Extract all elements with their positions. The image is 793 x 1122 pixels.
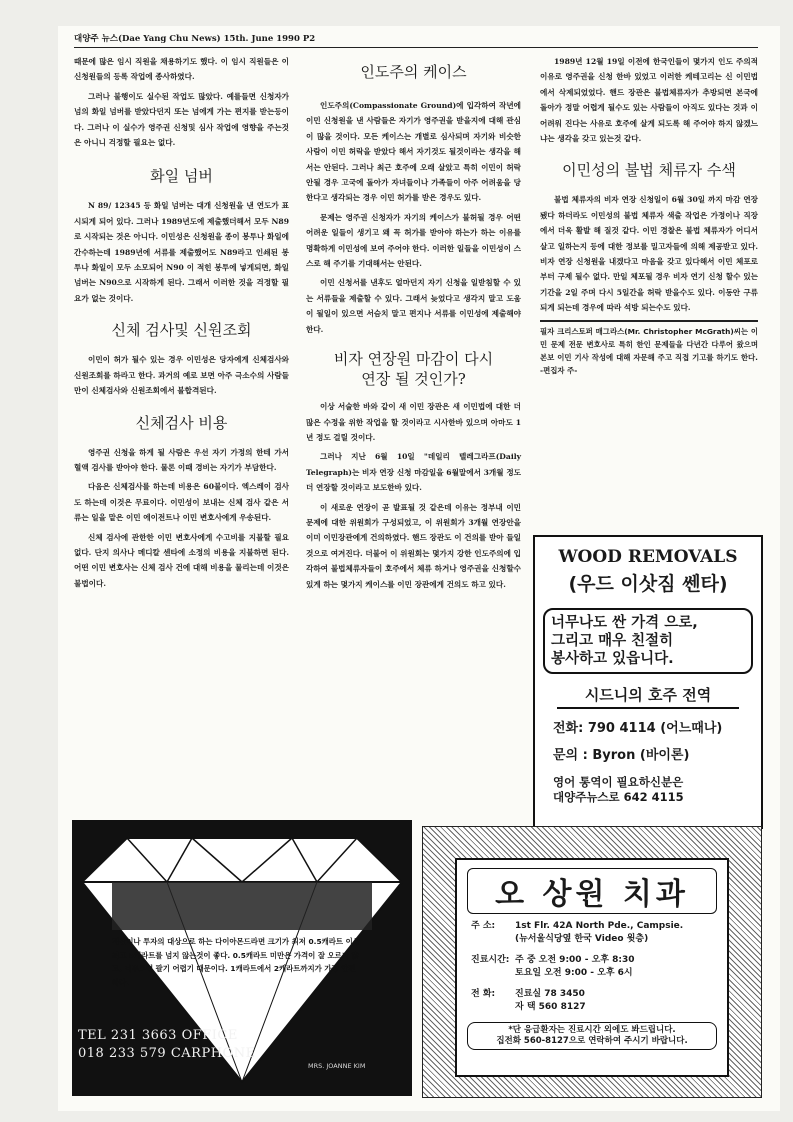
wood-note-line: 영어 통역이 필요하신분은 — [553, 775, 684, 789]
heading-visa-extension-2: 연장 될 것인가? — [361, 370, 466, 389]
dental-hours-line: 토요일 오전 9:00 - 오후 6시 — [515, 968, 633, 978]
wood-region: 시드니의 호주 전역 — [557, 682, 739, 709]
dental-address-label: 주 소: — [471, 921, 496, 931]
dental-hours-label: 진료시간: — [471, 955, 510, 965]
heading-illegal-search: 이민성의 불법 체류자 수색 — [562, 161, 736, 180]
medical-cost-paragraph: 다음은 신체검사를 하는데 비용은 60불이다. 엑스레이 검사도 하는데 이것은 무료이다. 이민성이 보내는 신체 검사 같은 서류는 일을 맡은 이민 에이전트나 이민 변호사에게 우송된다. — [74, 482, 289, 523]
dental-address — [471, 920, 727, 946]
diamond-body-text: 재산이나 투자의 대상으로 하는 다이아몬드라면 크기가 최저 0.5캐라트 이상 최고 5캐라트를 넘지 않는것이 좋다. 0.5캐라트 미만은 가격이 잘 오르지 않고, 너무크면 팔기 어렵기 때문이다. 1캐라트에서 2캐라트까지가 가장 안전하다. — [112, 937, 360, 987]
dental-address-line: 1st Flr. 42A North Pde., Campsie. — [515, 921, 684, 931]
medical-cost-paragraph: 신체 검사에 관한한 이민 변호사에게 수고비를 지불할 필요 없다. 단지 의사나 메디칼 센타에 소정의 비용을 지불하면 된다. 어떤 이민 변호사는 신체 검사 건에 대해 비용을 물리는데 이것은 불법이다. — [74, 532, 289, 588]
wood-phone: 전화: 790 4114 (어느때나) — [553, 721, 723, 736]
heading-compassionate: 인도주의 케이스 — [360, 63, 467, 81]
compassionate-paragraph: 인도주의(Compassionate Ground)에 입각하여 작년에 이민 신청원을 낸 사람들은 자기가 영주권을 받을지에 대해 관심이 많을 것이다. 모든 케이스는 개별로 심사되며 자기와 비슷한 사람이 이민 허락을 받았다 해서 자기것도 될것이라는 생각을 해서는 안된다. 그러나 최근 호주에 오래 살았고 특히 이민이 허락 안될 경우 고국에 돌아가 자녀들이나 가족들이 아주 어려움을 당한다고 생각되는 경우 이민 허가를 받은 경우도 있다. — [306, 101, 521, 203]
wood-subtitle: (우드 이삿짐 쎈타) — [568, 573, 728, 595]
wood-slogan-line: 그리고 매우 친절히 — [551, 633, 674, 649]
intro-paragraph: 때문에 많은 임시 직원을 채용하기도 했다. 이 임시 직원들은 이 신청원들의 등록 작업에 종사하였다. — [74, 57, 289, 82]
dental-phone-line: 진료실 78 3450 — [515, 989, 585, 999]
dental-note-line: *단 응급환자는 진료시간 외에도 봐드립니다. — [508, 1025, 676, 1035]
heading-medical-check: 신체 검사및 신원조회 — [111, 321, 252, 340]
dental-title: 오 상원 치과 — [467, 868, 717, 914]
wood-note-line: 대양주뉴스로 642 4115 — [553, 790, 684, 804]
dental-address-line: (뉴서울식당옆 한국 Video 윗층) — [515, 934, 649, 944]
medical-check-paragraph: 이민이 허가 될수 있는 경우 이민성은 당자에게 신체검사와 신원조회를 하라고 한다. 과거의 예로 보면 아주 극소수의 사람들만이 신체검사와 신원조회에서 불합격된다. — [74, 355, 289, 396]
visa-extension-paragraph: 이 새로운 연장이 곧 발표될 것 같은데 이유는 정부내 이민 문제에 대한 위원회가 구성되었고, 이 위원회가 3개월 연장안을 이미 이민장관에게 건의하였다. 핸드 장관도 이 건의를 받아 들일 것으로 여겨진다. 더불어 이 위원회는 몇가지 강한 인도주의에 입각하여 불법체류자들이 호주에서 체류 하거나 영주권을 신청할수 있게 하는 몇가지 케이스를 이민 장관에게 건의도 하고 있다. — [306, 502, 521, 589]
diamond-car-phone: 018 233 579 CARPHONE — [78, 1046, 256, 1061]
dental-phone-label: 전 화: — [471, 989, 496, 999]
wood-slogan-line: 봉사하고 있읍니다. — [551, 651, 674, 667]
author-credit: 필자 크리스토퍼 매그라스(Mr. Christopher McGrath)씨는 이민 문제 전문 변호사로 특히 한인 문제들을 다년간 다루어 왔으며 본보 이민 기사 작성에 대해 자문해 주고 직접 기고를 하기도 한다. -편집자 주- — [540, 320, 758, 377]
file-number-paragraph: N 89/ 12345 등 화일 넘버는 대개 신청원을 낸 연도가 표시되게 되어 있다. 그러나 1989년도에 제출했더해서 모두 N89로 시작되는 것은 아니다. 이민성은 신청원을 종이 봉투나 화일에 간수하는데 1989년에 서류를 제출했어도 N89라고 인쇄된 봉투나 화일이 모두 소모되어 N90 이 적힌 봉투에 넣게되면, 화일 넘버는 N90으로 시작하게 된다. 그래서 이러한 것을 걱정할 필요가 없는 것이다. — [74, 201, 289, 303]
wood-title: WOOD REMOVALS — [558, 547, 738, 567]
diamond-office-phone: TEL 231 3663 OFFICE — [78, 1028, 238, 1043]
dental-ad — [455, 858, 729, 1077]
heading-visa-extension: 비자 연장원 마감이 다시 — [333, 350, 494, 369]
heading-medical-cost: 신체검사 비용 — [135, 413, 228, 432]
visa-extension-paragraph: 이상 서술한 바와 같이 새 이민 장관은 새 이민법에 대한 더 많은 수정을 위한 작업을 할 것이라고 시사한바 있으며 아마도 1년 정도 걸릴 것이다. — [306, 402, 521, 442]
dental-hours-line: 주 중 오전 9:00 - 오후 8:30 — [515, 955, 635, 965]
compassionate-paragraph: 문제는 영주권 신청자가 자기의 케이스가 불허될 경우 어떤 어려운 일들이 생기고 왜 꼭 허가를 받아야 하는가 하는 이유를 명확하게 이민성에 보여 주어야 한다. 이러한 일들을 이민성이 스스로 해 주기를 기대해서는 안된다. — [306, 212, 521, 269]
wood-slogan-box — [543, 608, 753, 674]
dental-emergency-note — [467, 1022, 717, 1050]
illegal-search-paragraph: 불법 체류자의 비자 연장 신청일이 6월 30일 까지 마감 연장 됐다 하더라도 이민성의 불법 체류자 색출 작업은 가정이나 직장에서 더욱 활발 해 질것 같다. 이민 경찰은 불법 체류자가 어디서 살고 일하는지 등에 대한 정보를 밀고자들에 의해 제공받고 있다. 비자 연장 신청원을 내겠다고 마음을 갖고 있다해서 이민 체포로 부터 구제 될수 없다. 만일 체포될 경우 비자 연기 신청 할수 있는 기간을 2일 주며 다시 5일간을 허락 받을수도 있다. 이동안 구류되게 되는데 경우에 따라 석방 되는수도 있다. — [540, 195, 758, 313]
dental-phone-line: 자 택 560 8127 — [515, 1002, 586, 1012]
intro-paragraph: 그러나 불행이도 실수된 작업도 많았다. 예를들면 신청자가 넘의 화일 넘버를 받았다던지 또는 넘에게 가는 편지를 받는등이다. 그러나 이 실수가 영주권 신청및 심사 작업에 영향을 주는것은 아니니 걱정할 필요는 없다. — [74, 91, 289, 148]
diamond-contact: MRS. JOANNE KIM — [308, 1062, 366, 1070]
medical-cost-paragraph: 영주권 신청을 하게 될 사람은 우선 자기 가정의 한테 가서 혈액 검사를 받아야 한다. 물론 이때 경비는 자기가 부담한다. — [74, 447, 289, 472]
heading-file-number: 화일 넘버 — [150, 167, 213, 186]
wood-contact: 문의 : Byron (바이론) — [553, 748, 690, 763]
dental-hours — [471, 954, 727, 980]
wood-slogan-line: 너무나도 싼 가격 으로, — [551, 615, 698, 631]
column-2 — [306, 54, 521, 596]
column-3 — [540, 54, 758, 377]
wood-note — [553, 775, 761, 805]
dental-phone — [471, 988, 727, 1014]
visa-extension-paragraph: 그러나 지난 6월 10일 "데일리 텔레그라프(Daily Telegraph)는 비자 연장 신청 마감일을 6월말에서 3개월 정도 더 연장할 것이라고 보도한바 있다. — [306, 452, 521, 493]
page-header: 대양주 뉴스(Dae Yang Chu News) 15th. June 1990 P2 — [74, 34, 316, 44]
humanitarian-paragraph: 1989년 12월 19일 이전에 한국인들이 몇가지 인도 주의적 이유로 영주권을 신청 한바 있었고 이러한 케테고리는 신 이민법에서 삭제되었었다. 핸드 장관은 불법체류자가 추방되면 본국에 돌아가 정말 어렵게 될수도 있는 사람들이 아직도 있다는 것과 이 어려워 진다는 사유로 호주에 살게 되도록 해 주어야 하지 않겠느냐는 생각을 갖고 있는것 같다. — [540, 57, 758, 144]
compassionate-paragraph: 이민 신청서를 낸후도 얼마던지 자기 신청을 일받침할 수 있는 서류들을 제출할 수 있다. 그래서 늦었다고 생각지 말고 도움이 될일이 있으면 서슴치 말고 편지나 서류를 이민성에 제출해야 한다. — [306, 278, 521, 334]
wood-removals-ad — [533, 535, 763, 829]
header-rule — [74, 47, 758, 48]
column-1 — [74, 54, 289, 595]
dental-note-line: 집전화 560-8127으로 연락하여 주시기 바랍니다. — [496, 1036, 688, 1046]
